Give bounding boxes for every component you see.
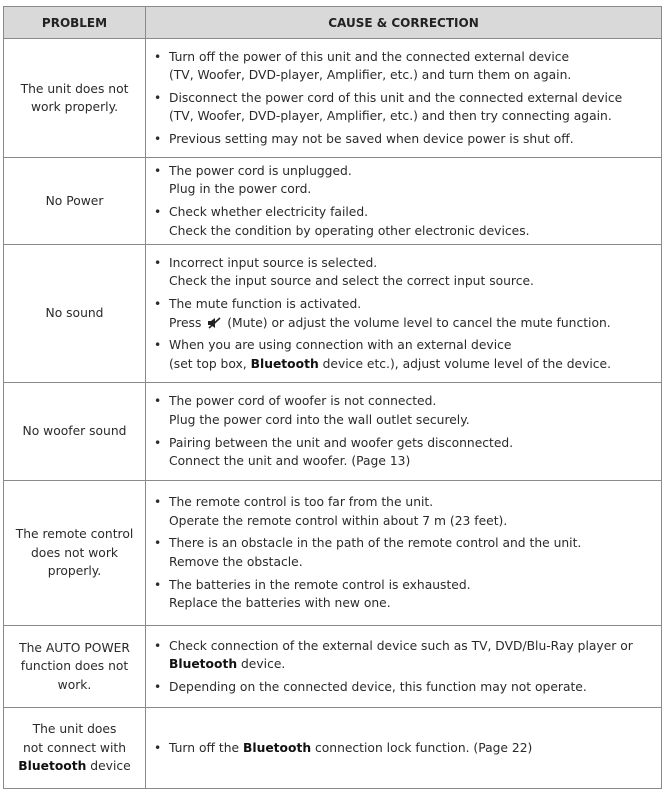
problem-cell bbox=[4, 383, 146, 481]
cause-text: • Pairing between the unit and woofer gets disconnected. bbox=[169, 435, 514, 450]
table-row bbox=[4, 245, 662, 383]
problem-text: not connect with bbox=[22, 740, 127, 755]
problem-text: does not work bbox=[30, 545, 118, 560]
correction-text: Replace the batteries with new one. bbox=[169, 596, 391, 611]
list-item bbox=[151, 637, 651, 674]
list-item bbox=[151, 203, 651, 240]
cause-text: • There is an obstacle in the path of the remote control and the unit. bbox=[169, 536, 582, 551]
cause-text: • The remote control is too far from the unit. bbox=[169, 495, 434, 510]
correction-text: (TV, Woofer, DVD-player, Amplifier, etc.) and then try connecting again. bbox=[169, 109, 612, 124]
table-header-row bbox=[4, 7, 662, 39]
correction-text bbox=[169, 314, 651, 333]
list-item bbox=[151, 254, 651, 291]
text-part: Turn off the bbox=[169, 740, 243, 755]
cause-cell bbox=[146, 481, 662, 626]
cause-text: • Incorrect input source is selected. bbox=[169, 255, 378, 270]
list-item bbox=[151, 336, 651, 373]
mute-icon bbox=[207, 317, 221, 329]
bluetooth-bold: Bluetooth bbox=[250, 356, 319, 371]
list-item bbox=[151, 739, 651, 758]
list-item bbox=[151, 534, 651, 571]
table-row bbox=[4, 481, 662, 626]
correction-text bbox=[169, 355, 651, 374]
list-item bbox=[151, 493, 651, 530]
cause-cell bbox=[146, 626, 662, 708]
cause-text: • Disconnect the power cord of this unit and the connected external device bbox=[169, 90, 623, 105]
cause-text: • Check whether electricity failed. bbox=[169, 205, 369, 219]
cause-cell bbox=[146, 39, 662, 158]
press-text: Press bbox=[169, 315, 202, 330]
troubleshooting-table bbox=[3, 6, 662, 789]
table-row bbox=[4, 158, 662, 245]
problem-cell bbox=[4, 708, 146, 789]
bluetooth-bold: Bluetooth bbox=[242, 740, 312, 755]
cause-cell bbox=[146, 158, 662, 245]
problem-text bbox=[14, 757, 135, 776]
list-item bbox=[151, 678, 651, 697]
header-cause-correction: CAUSE & CORRECTION bbox=[146, 7, 662, 39]
text-part: (set top box, bbox=[169, 356, 251, 371]
problem-text: properly. bbox=[47, 564, 102, 579]
correction-text: Connect the unit and woofer. (Page 13) bbox=[169, 454, 411, 469]
text-part: device etc.), adjust volume level of the device. bbox=[318, 356, 612, 371]
list-item bbox=[151, 130, 651, 149]
problem-cell bbox=[4, 39, 146, 158]
cause-text bbox=[169, 739, 651, 758]
problem-text: The AUTO POWER bbox=[19, 640, 130, 655]
list-item bbox=[151, 89, 651, 126]
correction-text: (TV, Woofer, DVD-player, Amplifier, etc.) and turn them on again. bbox=[169, 68, 572, 83]
list-item bbox=[151, 392, 651, 429]
problem-cell bbox=[4, 481, 146, 626]
cause-text: • The batteries in the remote control is exhausted. bbox=[169, 577, 471, 592]
problem-cell bbox=[4, 158, 146, 245]
problem-text: work. bbox=[57, 677, 92, 692]
list-item bbox=[151, 434, 651, 471]
problem-cell bbox=[4, 245, 146, 383]
bluetooth-bold: Bluetooth bbox=[18, 759, 87, 774]
problem-text: function does not bbox=[20, 659, 129, 674]
correction-text: Remove the obstacle. bbox=[169, 555, 303, 569]
problem-text: work properly. bbox=[30, 100, 119, 114]
list-item bbox=[151, 576, 651, 613]
cause-text: • The power cord of woofer is not connected. bbox=[169, 394, 437, 409]
problem-text: No sound bbox=[45, 306, 104, 321]
table-row bbox=[4, 383, 662, 481]
cause-text: • Depending on the connected device, this function may not operate. bbox=[169, 679, 587, 694]
cause-text: • The mute function is activated. bbox=[169, 296, 362, 311]
cause-text bbox=[169, 655, 651, 674]
correction-text: Plug the power cord into the wall outlet securely. bbox=[169, 412, 470, 427]
cause-text: • Check connection of the external device such as TV, DVD/Blu-Ray player or bbox=[169, 638, 633, 653]
correction-text: Check the input source and select the correct input source. bbox=[169, 274, 534, 289]
text-part: connection lock function. (Page 22) bbox=[311, 740, 533, 755]
bluetooth-bold: Bluetooth bbox=[169, 657, 238, 672]
cause-cell bbox=[146, 383, 662, 481]
list-item bbox=[151, 295, 651, 332]
cause-text: • Turn off the power of this unit and the connected external device bbox=[169, 49, 570, 64]
problem-cell bbox=[4, 626, 146, 708]
header-problem: PROBLEM bbox=[4, 7, 146, 39]
cause-cell bbox=[146, 708, 662, 789]
cause-cell bbox=[146, 245, 662, 383]
cause-text: • Previous setting may not be saved when device power is shut off. bbox=[169, 131, 574, 146]
cause-text: • The power cord is unplugged. bbox=[169, 163, 352, 178]
text-part: device. bbox=[237, 657, 286, 672]
problem-text: No woofer sound bbox=[22, 424, 127, 439]
list-item bbox=[151, 48, 651, 85]
table-row bbox=[4, 708, 662, 789]
correction-text: Check the condition by operating other electronic devices. bbox=[169, 223, 530, 238]
problem-text: No Power bbox=[45, 193, 104, 208]
table-row bbox=[4, 39, 662, 158]
correction-text: Plug in the power cord. bbox=[169, 182, 312, 197]
problem-text: The unit does bbox=[32, 722, 117, 737]
correction-text: Operate the remote control within about 7 m (23 feet). bbox=[169, 513, 508, 528]
problem-text: The unit does not bbox=[20, 81, 129, 96]
list-item bbox=[151, 162, 651, 199]
cause-text: • When you are using connection with an external device bbox=[169, 338, 512, 353]
text-part: device bbox=[86, 759, 131, 774]
mute-instruction-text: (Mute) or adjust the volume level to cancel the mute function. bbox=[227, 315, 611, 330]
table-row bbox=[4, 626, 662, 708]
problem-text: The remote control bbox=[15, 527, 134, 542]
